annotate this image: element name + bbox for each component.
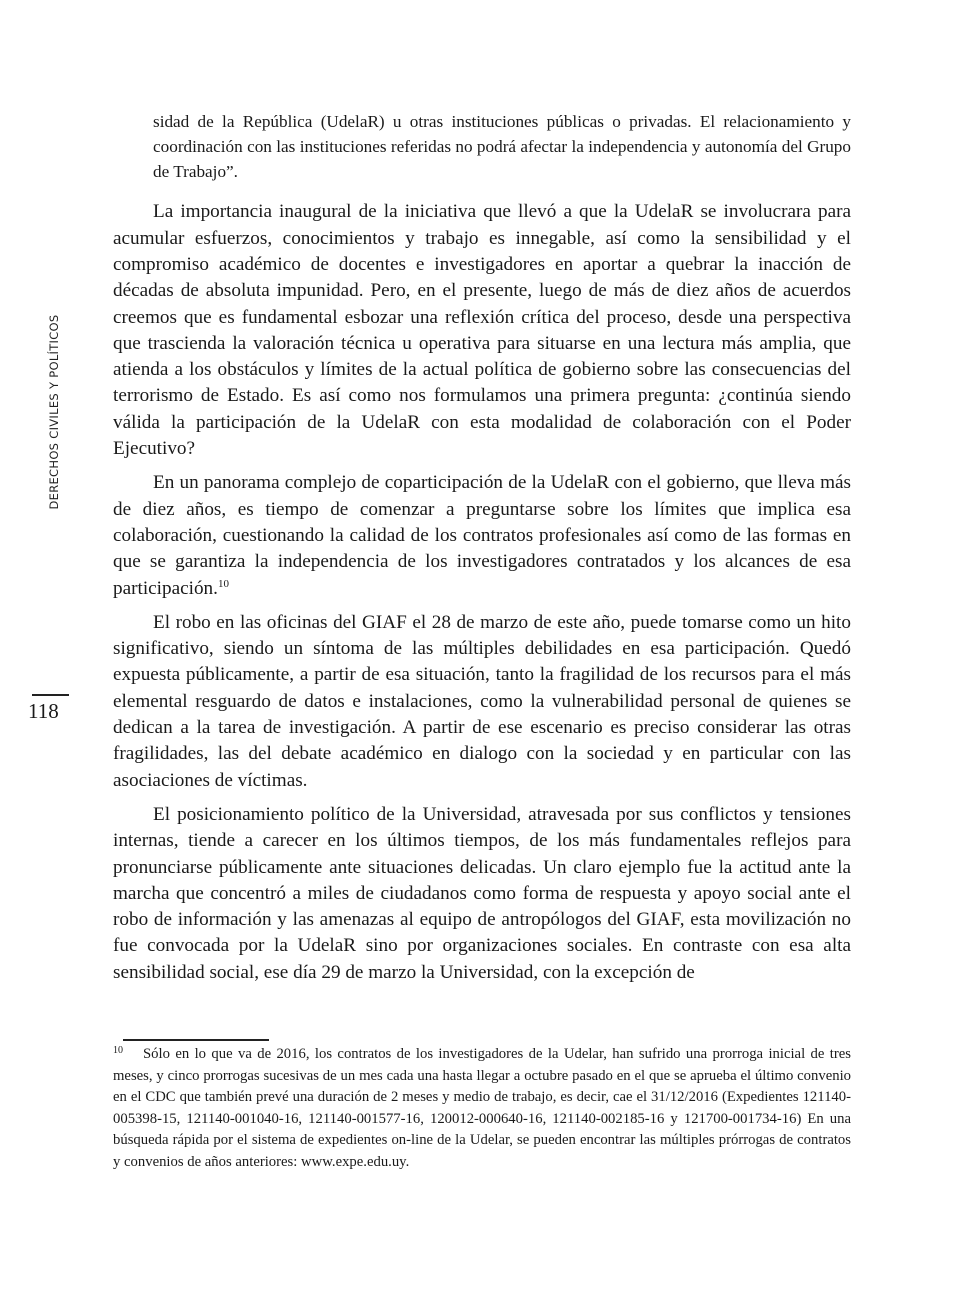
footnote-reference[interactable]: 10 [217,577,229,590]
footnote-separator [123,1039,269,1041]
paragraph-3: El robo en las oficinas del GIAF el 28 de marzo de este año, puede tomarse como un hito significativo, siendo un síntoma de las múltiples debilidades en esa participación. Quedó expuesta públicamente, a partir de esa situación, tanto la fragilidad de los recursos para el más elemental resguardo de datos e instalaciones, como la vulnerabilidad personal de quienes se dedican a la tarea de investigación. A partir de ese escenario es preciso considerar las otras fragilidades, las del debate académico en dialogo con la sociedad y en particular con las asociaciones de víctimas. [113,611,851,791]
paragraph-4: El posicionamiento político de la Universidad, atravesada por sus conflictos y tensiones internas, tiende a carecer en los últimos tiempos, de los más fundamentales reflejos para pronunciarse públicamente ante situaciones delicadas. Un claro ejemplo fue la actitud ante la marcha que concentró a miles de ciudadanos como forma de respuesta y apoyo social ante el robo de información y las amenazas al equipo de antropólogos del GIAF, esta movilización no fue convocada por la UdelaR sino por organizaciones sociales. En contraste con esa alta sensibilidad social, ese día 29 de marzo la Universidad, con la excepción de [113,803,851,983]
running-title [44,312,64,512]
footnote-text: Sólo en lo que va de 2016, los contratos de los investigadores de la Udelar, han sufrido una prorroga inicial de tres meses, y cinco prorrogas sucesivas de un mes cada una hasta llegar a octubre pasado en el que se aprueba el último convenio en el CDC que también prevé una duración de 2 meses y medio de trabajo, es decir, cae el 31/12/2016 (Expedientes 121140-005398-15, 121140-001040-16, 121140-001577-16, 120012-000640-16, 121140-002185-16 y 121700-001734-16) En una búsqueda rápida por el sistema de expedientes on-line de la Udelar, se pueden encontrar las múltiples prórrogas de contratos y convenios de años anteriores: www.expe.edu.uy. [113,1046,851,1170]
running-title-text: DERECHOS CIVILES Y POLÍTICOS [47,314,61,510]
footnote: 10 Sólo en lo que va de 2016, los contratos de los investigadores de la Udelar, han sufrido una prorroga inicial de tres meses, y cinco prorrogas sucesivas de un mes cada una hasta llegar a octubre pasado en el que se aprueba el último convenio en el CDC que también prevé una duración de 2 meses y medio de trabajo, es decir, cae el 31/12/2016 (Expedientes 121140-005398-15, 121140-001040-16, 121140-001577-16, 120012-000640-16, 121140-002185-16 y 121700-001734-16) En una búsqueda rápida por el sistema de expedientes on-line de la Udelar, se pueden encontrar las múltiples prórrogas de contratos y convenios de años anteriores: www.expe.edu.uy. [113,1045,851,1170]
paragraph-2-text: En un panorama complejo de coparticipación de la UdelaR con el gobierno, que lleva más de diez años, es tiempo de comenzar a preguntarse sobre los límites que implica esa colaboración, cuestionando la calidad de los contratos profesionales así como de las formas en que se garantiza la independencia de los investigadores contratados y los alcances de esa participación. [113,472,851,599]
page-number-rule [32,694,69,696]
paragraph-2 [113,470,851,601]
block-quote-end: sidad de la República (UdelaR) u otras instituciones públicas o privadas. El relacionamiento y coordinación con las instituciones referidas no podrá afectar la independencia y autonomía del Grupo de Trabajo”. [153,112,851,181]
body-text [113,110,851,986]
paragraph-1: La importancia inaugural de la iniciativa que llevó a que la UdelaR se involucrara para acumular esfuerzos, conocimientos y trabajo es innegable, así como la sensibilidad y el compromiso académico de docentes e investigadores en aportar a quebrar la inacción de décadas de absoluta impunidad. Pero, en el presente, luego de más de diez años de acuerdos creemos que es fundamental esbozar una reflexión crítica del proceso, desde una perspectiva que trascienda la valoración técnica u operativa para situarse en una lectura más amplia, que atienda a los obstáculos y límites de la actual política de gobierno sobre las consecuencias del terrorismo de Estado. Es así como nos formulamos una primera pregunta: ¿continúa siendo válida la participación de la UdelaR con esta modalidad de colaboración con el Poder Ejecutivo? [113,201,851,460]
page-number: 118 [28,699,59,723]
